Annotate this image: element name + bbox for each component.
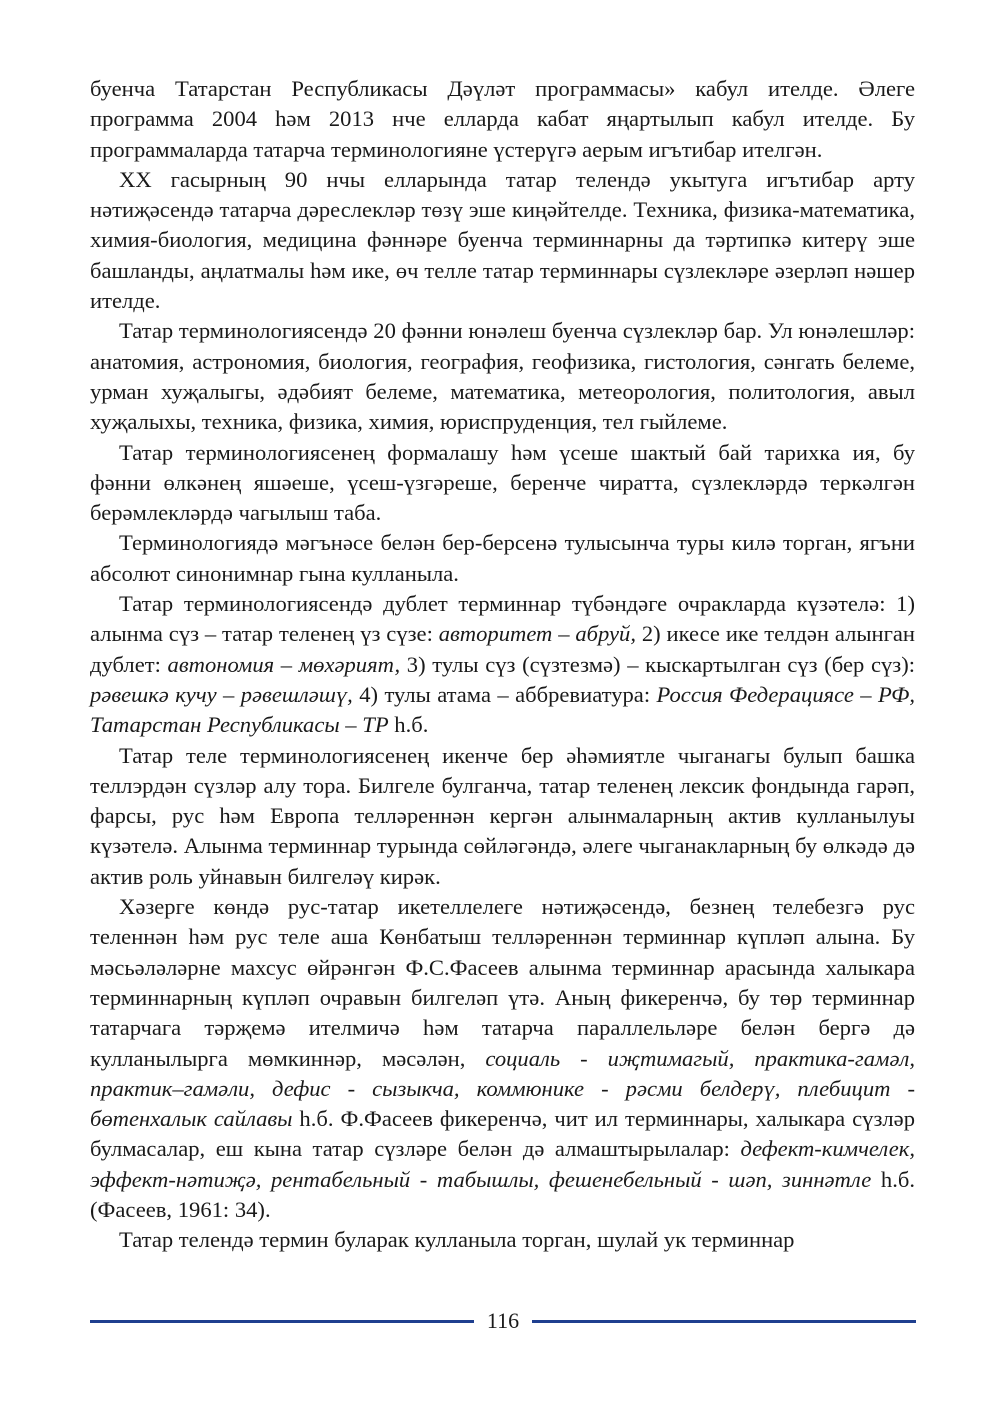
footer-rule-right — [532, 1320, 916, 1323]
paragraph — [90, 892, 915, 1225]
page-body — [90, 74, 915, 1256]
paragraph — [90, 316, 915, 437]
paragraph — [90, 741, 915, 892]
paragraph — [90, 528, 915, 589]
paragraph — [90, 74, 915, 165]
paragraph — [90, 165, 915, 316]
paragraph-text: Татар телендә термин буларак кулланыла торган, шулай ук терминнар — [119, 1227, 795, 1253]
paragraph-text: XX гасырның 90 нчы елларында татар телендә укытуга игътибар арту нәтиҗәсендә татарча дәреслекләр төзү эше киңәйтелде. Техника, физика-математика, химия-биология, медицина фәннәре буенча терминнарны да тәртипкә китерү эше башланды, аңлатмалы һәм ике, өч телле татар терминнары сүзлекләре әзерләп нәшер ителде. — [90, 166, 915, 314]
italic-example-text: социаль - иҗтимагый, практика-гамәл, практик–гамәли, дефис - сызыкча, коммюнике - рәсми белдерү, плебицит - бөтенхалык сайлавы — [90, 1045, 915, 1132]
paragraph-text: 4) тулы атама – аббревиатура: — [352, 681, 657, 707]
italic-example-text: рәвешкә кучу – рәвешләшү, — [90, 681, 353, 707]
paragraph-text: һ.б. (Фасеев, 1961: 34). — [90, 1166, 915, 1222]
paragraph — [90, 589, 915, 740]
footer-rule-left — [90, 1320, 474, 1323]
page-number: 116 — [486, 1308, 520, 1333]
paragraph-text: Хәзерге көндә рус-татар икетеллелеге нәтиҗәсендә, безнең телебезгә рус теленнән һәм рус теле аша Көнбатыш телләреннән терминнар күпләп алына. Бу мәсьәләләрне махсус өйрәнгән Ф.С.Фасеев алынма терминнар арасында халыкара терминнарның күпләп очравын билгеләп үтә. Аның фикеренчә, бу төр терминнар татарчага тәрҗемә ителмичә һәм татарча параллельләре белән бергә дә кулланылырга мөмкиннәр, мәсәлән, — [90, 894, 915, 1071]
paragraph-text: Татар терминологиясендә дублет терминнар түбәндәге очракларда күзәтелә: 1) алынма сүз – татар теленең үз сүзе: — [90, 591, 915, 647]
paragraph-text: Татар теле терминологиясенең икенче бер әһәмиятле чыганагы булып башка теллэрдән сүзләр алу тора. Билгеле булганча, татар теленең лексик фондында гарәп, фарсы, рус һәм Европа телләреннән кергән алынмаларның актив кулланылуы күзәтелә. Алынма терминнар турында сөйләгәндә, әлеге чыганакларның бу өлкәдә дә актив роль уйнавын билгеләү кирәк. — [90, 742, 915, 889]
paragraph-text: Терминологиядә мәгънәсе белән бер-берсенә тулысынча туры килә торган, ягъни абсолют синонимнар гына кулланыла. — [90, 530, 915, 586]
italic-example-text: авторитет – абруй, — [438, 621, 637, 647]
paragraph-text: һ.б. Ф.Фасеев фикеренчә, чит ил терминнары, халыкара сүзләр булмасалар, еш кына татар сүзләре белән дә алмаштырылалар: — [90, 1106, 915, 1162]
paragraph-text: 2) икесе ике телдән алынган дублет: — [90, 621, 915, 677]
paragraph-text: Татар терминологиясендә 20 фәнни юнәлеш буенча сүзлекләр бар. Ул юнәлешләр: анатомия, астрономия, биология, география, геофизика, гистология, сәнгать белеме, урман хуҗалыгы, әдәбият белеме, математика, метеорология, политология, авыл хуҗалыхы, техника, физика, химия, юриспруденция, тел гыйлеме. — [90, 318, 915, 435]
paragraph-text: һ.б. — [388, 712, 429, 738]
paragraph-text: Татар терминологиясенең формалашу һәм үсеше шактый бай тарихка ия, бу фәнни өлкәнең яшәеше, үсеш-үзгәреше, беренче чиратта, сүзлекләрдә теркәлгән берәмлекләрдә чагылыш таба. — [90, 439, 915, 526]
paragraph — [90, 438, 915, 529]
paragraph — [90, 1225, 915, 1255]
italic-example-text: дефект-кимчелек, эффект-нәтиҗә, рентабельный - табышлы, фешенебельный - шәп, зиннәтле — [90, 1136, 915, 1192]
italic-example-text: автономия – мөхәрият, — [167, 651, 401, 677]
page-footer — [90, 1305, 916, 1339]
italic-example-text: Россия Федерациясе – РФ, Татарстан Республикасы – ТР — [90, 681, 915, 738]
paragraph-text: 3) тулы сүз (сүзтезмә) – кыскартылган сүз (бер сүз): — [400, 651, 916, 677]
paragraph-text: буенча Татарстан Республикасы Дәүләт программасы» кабул ителде. Әлеге программа 2004 һәм 2013 нче елларда кабат яңартылып кабул ителде. Бу программаларда татарча терминологияне үстерүгә аерым игътибар ителгән. — [90, 76, 915, 162]
